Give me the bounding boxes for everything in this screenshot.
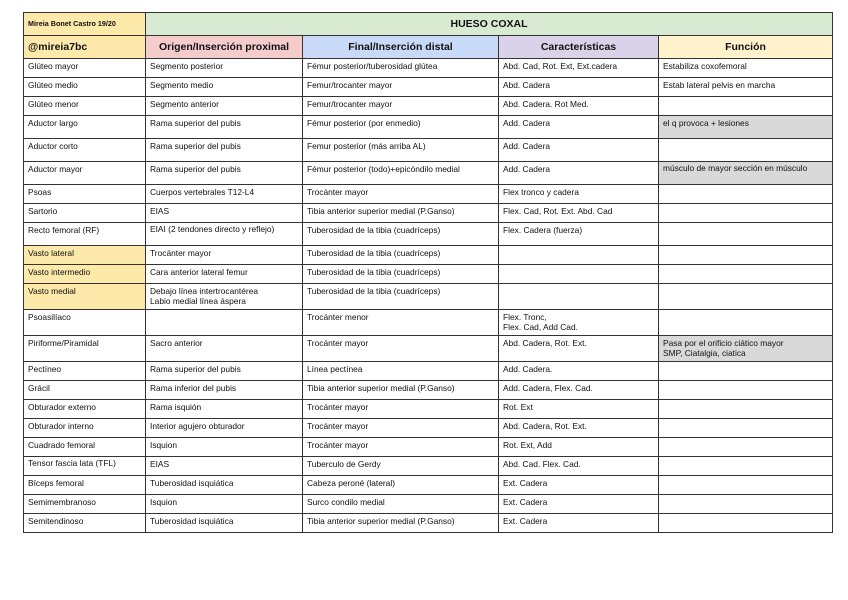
function-cell[interactable] — [659, 223, 833, 246]
function-cell[interactable] — [659, 362, 833, 381]
characteristics-cell[interactable]: Add. Cadera, Flex. Cad. — [499, 381, 659, 400]
table-row — [24, 162, 833, 185]
table-row — [24, 419, 833, 438]
function-cell[interactable] — [659, 284, 833, 310]
muscle-name-cell[interactable]: Aductor corto — [24, 139, 146, 162]
table-row — [24, 139, 833, 162]
table-row — [24, 78, 833, 97]
table-row — [24, 223, 833, 246]
table-row — [24, 185, 833, 204]
function-cell[interactable] — [659, 185, 833, 204]
characteristics-cell[interactable]: Abd. Cadera. Rot Med. — [499, 97, 659, 116]
origin-cell[interactable]: Trocánter mayor — [146, 246, 303, 265]
table-row — [24, 284, 833, 310]
function-cell[interactable]: músculo de mayor sección en músculo — [659, 162, 833, 185]
table-row — [24, 204, 833, 223]
table-row — [24, 362, 833, 381]
column-header-insertion[interactable]: Final/Inserción distal — [303, 36, 499, 59]
insertion-cell[interactable]: Surco condilo medial — [303, 495, 499, 514]
table-row — [24, 400, 833, 419]
characteristics-line: Flex. Tronc, — [503, 312, 547, 322]
column-header-row — [24, 36, 833, 59]
origin-cell[interactable]: Tuberosidad isquiática — [146, 514, 303, 533]
table-row — [24, 116, 833, 139]
characteristics-cell[interactable]: Rot. Ext — [499, 400, 659, 419]
table-row — [24, 457, 833, 476]
insertion-cell[interactable]: Tuberosidad de la tibia (cuadríceps) — [303, 284, 499, 310]
table-row — [24, 381, 833, 400]
origin-cell[interactable]: Rama superior del pubis — [146, 139, 303, 162]
origin-cell[interactable]: Rama superior del pubis — [146, 162, 303, 185]
insertion-cell[interactable]: Tibia anterior superior medial (P.Ganso) — [303, 514, 499, 533]
origin-line: Debajo línea intertrocantérea — [150, 286, 259, 296]
table-row — [24, 438, 833, 457]
function-cell[interactable] — [659, 265, 833, 284]
muscle-name-cell[interactable]: Aductor largo — [24, 116, 146, 139]
characteristics-cell[interactable]: Flex. Cad, Rot. Ext. Abd. Cad — [499, 204, 659, 223]
characteristics-cell[interactable]: Add. Cadera — [499, 162, 659, 185]
function-cell[interactable] — [659, 438, 833, 457]
muscle-name-cell[interactable]: Recto femoral (RF) — [24, 223, 146, 246]
insertion-cell[interactable]: Trocánter mayor — [303, 185, 499, 204]
table-row — [24, 59, 833, 78]
muscle-name-cell[interactable]: Obturador externo — [24, 400, 146, 419]
origin-cell[interactable]: Segmento posterior — [146, 59, 303, 78]
characteristics-cell[interactable] — [499, 284, 659, 310]
origin-cell[interactable]: Isquion — [146, 495, 303, 514]
characteristics-cell[interactable]: Ext. Cadera — [499, 476, 659, 495]
origin-cell[interactable]: Segmento anterior — [146, 97, 303, 116]
function-cell[interactable] — [659, 139, 833, 162]
muscle-name-cell[interactable]: Glúteo medio — [24, 78, 146, 97]
origin-cell[interactable]: Interior agujero obturador — [146, 419, 303, 438]
insertion-cell[interactable]: Tibia anterior superior medial (P.Ganso) — [303, 204, 499, 223]
insertion-cell[interactable]: Femur/trocanter mayor — [303, 78, 499, 97]
muscle-name-cell[interactable]: Vasto medial — [24, 284, 146, 310]
muscle-name-cell[interactable]: Glúteo mayor — [24, 59, 146, 78]
function-cell[interactable] — [659, 400, 833, 419]
column-header-characteristics[interactable]: Características — [499, 36, 659, 59]
function-line: SMP, Ciatalgia, ciatica — [663, 348, 746, 358]
function-cell[interactable] — [659, 381, 833, 400]
muscle-name-cell[interactable]: Vasto intermedio — [24, 265, 146, 284]
origin-cell[interactable]: Isquion — [146, 438, 303, 457]
characteristics-cell[interactable]: Abd. Cad, Rot. Ext, Ext.cadera — [499, 59, 659, 78]
insertion-cell[interactable]: Fémur posterior/tuberosidad glútea — [303, 59, 499, 78]
sheet-title[interactable]: HUESO COXAL — [146, 13, 833, 36]
characteristics-cell[interactable]: Add. Cadera — [499, 139, 659, 162]
insertion-cell[interactable]: Línea pectínea — [303, 362, 499, 381]
characteristics-cell[interactable]: Add. Cadera — [499, 116, 659, 139]
table-row — [24, 514, 833, 533]
origin-cell[interactable]: Cuerpos vertebrales T12-L4 — [146, 185, 303, 204]
author-cell[interactable]: Mireia Bonet Castro 19/20 — [24, 13, 146, 36]
origin-cell[interactable]: EIAI (2 tendones directo y reflejo) — [146, 223, 303, 246]
function-cell[interactable] — [659, 246, 833, 265]
insertion-cell[interactable]: Tuberosidad de la tibia (cuadríceps) — [303, 265, 499, 284]
characteristics-cell[interactable]: Abd. Cadera — [499, 78, 659, 97]
origin-line: Labio medial línea áspera — [150, 296, 246, 306]
muscle-name-cell[interactable]: Sartorio — [24, 204, 146, 223]
function-cell[interactable]: Estabiliza coxofemoral — [659, 59, 833, 78]
insertion-cell[interactable]: Fémur posterior (por enmedio) — [303, 116, 499, 139]
characteristics-cell[interactable] — [499, 265, 659, 284]
table-row — [24, 246, 833, 265]
origin-cell[interactable]: Rama superior del pubis — [146, 362, 303, 381]
function-cell[interactable] — [659, 476, 833, 495]
muscle-name-cell[interactable]: Psoas — [24, 185, 146, 204]
function-cell[interactable] — [659, 457, 833, 476]
muscle-name-cell[interactable]: Semimembranoso — [24, 495, 146, 514]
function-cell[interactable]: el q provoca + lesiones — [659, 116, 833, 139]
muscle-name-cell[interactable]: Glúteo menor — [24, 97, 146, 116]
function-cell[interactable] — [659, 97, 833, 116]
insertion-cell[interactable]: Trocánter menor — [303, 310, 499, 336]
muscle-name-cell[interactable]: Obturador interno — [24, 419, 146, 438]
origin-cell[interactable]: Segmento medio — [146, 78, 303, 97]
muscle-name-cell[interactable]: Psoasilíaco — [24, 310, 146, 336]
function-cell[interactable] — [659, 514, 833, 533]
characteristics-cell[interactable]: Flex tronco y cadera — [499, 185, 659, 204]
origin-cell[interactable]: Sacro anterior — [146, 336, 303, 362]
function-cell[interactable] — [659, 336, 833, 362]
origin-cell[interactable]: EIAS — [146, 204, 303, 223]
handle-cell[interactable]: @mireia7bc — [24, 36, 146, 59]
function-cell[interactable] — [659, 204, 833, 223]
origin-cell[interactable]: EIAS — [146, 457, 303, 476]
table-row — [24, 495, 833, 514]
insertion-cell[interactable]: Cabeza peroné (lateral) — [303, 476, 499, 495]
origin-cell[interactable]: Rama isquión — [146, 400, 303, 419]
table-row — [24, 336, 833, 362]
characteristics-cell[interactable]: Abd. Cad. Flex. Cad. — [499, 457, 659, 476]
muscle-sheet — [23, 12, 832, 533]
insertion-cell[interactable]: Tuberosidad de la tibia (cuadríceps) — [303, 223, 499, 246]
table-row — [24, 476, 833, 495]
table-row — [24, 97, 833, 116]
column-header-origin[interactable]: Origen/Inserción proximal — [146, 36, 303, 59]
muscle-name-cell[interactable]: Aductor mayor — [24, 162, 146, 185]
origin-cell[interactable]: Rama superior del pubis — [146, 116, 303, 139]
function-cell[interactable] — [659, 419, 833, 438]
title-row — [24, 13, 833, 36]
insertion-cell[interactable]: Tuberculo de Gerdy — [303, 457, 499, 476]
function-cell[interactable] — [659, 495, 833, 514]
muscle-name-cell[interactable]: Grácil — [24, 381, 146, 400]
muscle-name-cell[interactable]: Piriforme/Piramidal — [24, 336, 146, 362]
muscle-name-cell[interactable]: Semitendinoso — [24, 514, 146, 533]
origin-cell[interactable]: Cara anterior lateral femur — [146, 265, 303, 284]
column-header-function[interactable]: Función — [659, 36, 833, 59]
characteristics-line: Flex. Cad, Add Cad. — [503, 322, 578, 332]
characteristics-cell[interactable] — [499, 246, 659, 265]
insertion-cell[interactable]: Femur/trocanter mayor — [303, 97, 499, 116]
origin-cell[interactable]: Tuberosidad isquiática — [146, 476, 303, 495]
characteristics-cell[interactable]: Add. Cadera. — [499, 362, 659, 381]
muscle-name-cell[interactable]: Vasto lateral — [24, 246, 146, 265]
insertion-cell[interactable]: Femur posterior (más arriba AL) — [303, 139, 499, 162]
insertion-cell[interactable]: Trocánter mayor — [303, 400, 499, 419]
muscle-name-cell[interactable]: Cuadrado femoral — [24, 438, 146, 457]
characteristics-cell[interactable]: Abd. Cadera, Rot. Ext. — [499, 336, 659, 362]
muscle-table — [23, 12, 833, 533]
characteristics-cell[interactable]: Abd. Cadera, Rot. Ext. — [499, 419, 659, 438]
function-line: Pasa por el orificio ciático mayor — [663, 338, 784, 348]
table-row — [24, 265, 833, 284]
table-row — [24, 310, 833, 336]
origin-cell[interactable] — [146, 310, 303, 336]
function-cell[interactable] — [659, 310, 833, 336]
insertion-cell[interactable]: Fémur posterior (todo)+epicóndilo medial — [303, 162, 499, 185]
characteristics-cell[interactable]: Ext. Cadera — [499, 495, 659, 514]
characteristics-cell[interactable]: Rot. Ext, Add — [499, 438, 659, 457]
characteristics-cell[interactable]: Ext. Cadera — [499, 514, 659, 533]
characteristics-cell[interactable] — [499, 310, 659, 336]
function-cell[interactable]: Estab lateral pelvis en marcha — [659, 78, 833, 97]
muscle-name-cell[interactable]: Pectíneo — [24, 362, 146, 381]
muscle-name-cell[interactable]: Tensor fascia lata (TFL) — [24, 457, 146, 476]
origin-cell[interactable]: Rama inferior del pubis — [146, 381, 303, 400]
insertion-cell[interactable]: Trocánter mayor — [303, 419, 499, 438]
muscle-name-cell[interactable]: Bíceps femoral — [24, 476, 146, 495]
characteristics-cell[interactable]: Flex. Cadera (fuerza) — [499, 223, 659, 246]
insertion-cell[interactable]: Tuberosidad de la tibia (cuadríceps) — [303, 246, 499, 265]
insertion-cell[interactable]: Trocánter mayor — [303, 438, 499, 457]
origin-cell[interactable] — [146, 284, 303, 310]
insertion-cell[interactable]: Trocánter mayor — [303, 336, 499, 362]
insertion-cell[interactable]: Tibia anterior superior medial (P.Ganso) — [303, 381, 499, 400]
